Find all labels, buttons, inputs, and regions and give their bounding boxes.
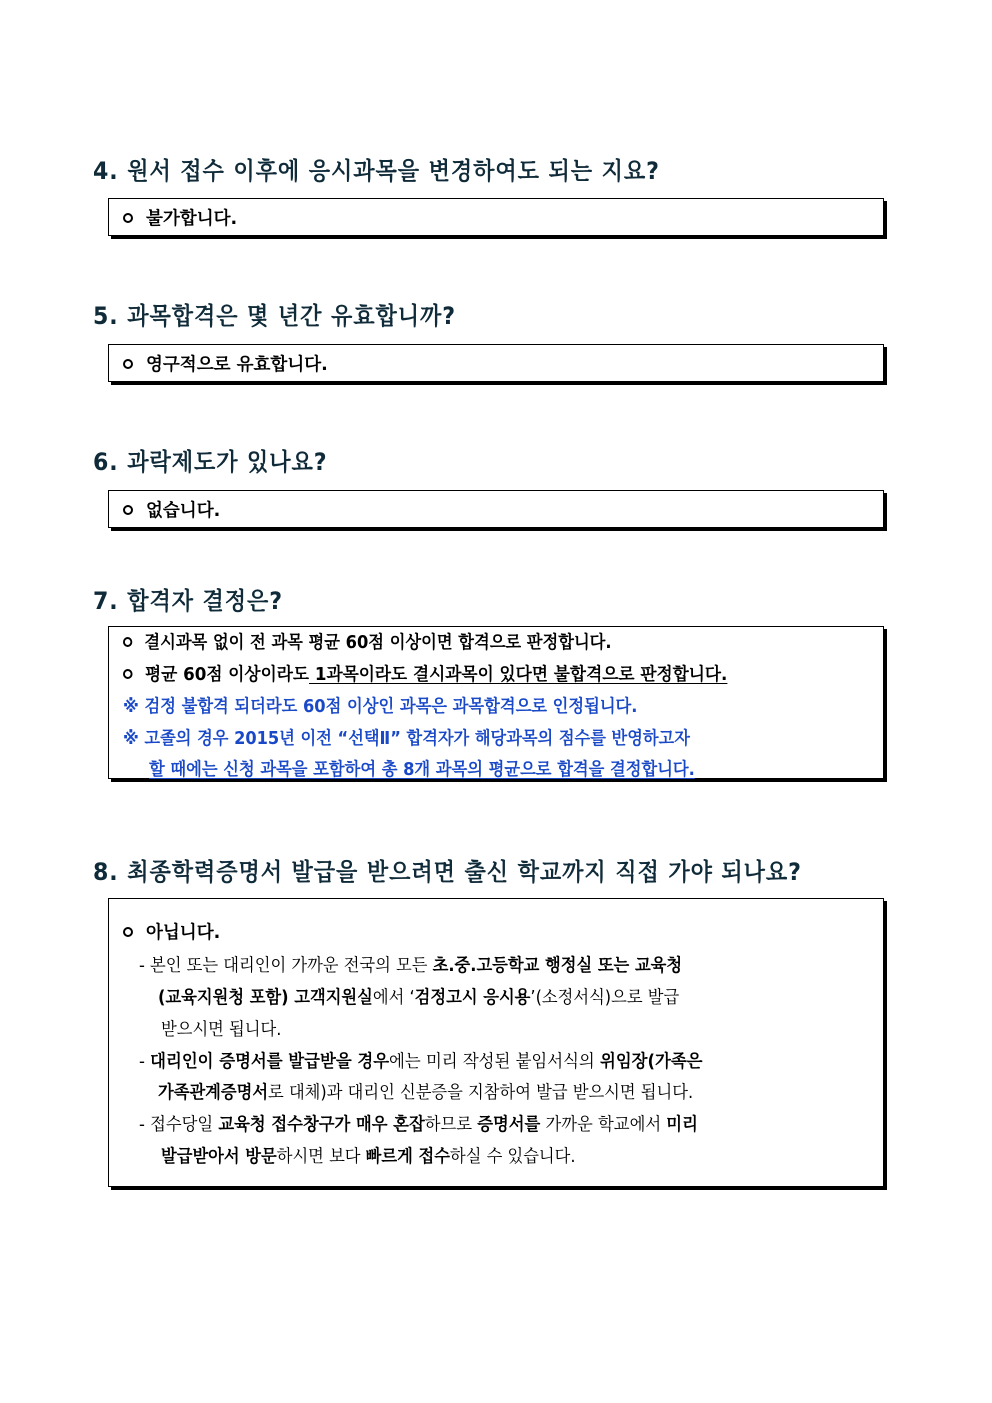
paragraph-1-line-1: - 본인 또는 대리인이 가까운 전국의 모든 초.중.고등학교 행정실 또는 교육청 <box>139 956 683 976</box>
answer-8-line: 아닙니다. <box>123 919 220 944</box>
paragraph-1-line-2: (교육지원청 포함) 고객지원실에서 ‘검정고시 응시용’(소정서식)으로 발급 <box>158 988 680 1008</box>
answer-7-line-1: 결시과목 없이 전 과목 평균 60점 이상이면 합격으로 판정합니다. <box>123 629 612 654</box>
bullet-icon <box>123 669 133 679</box>
question-8-title: 8. 최종학력증명서 발급을 받으려면 출신 학교까지 직접 가야 되나요? <box>93 858 802 886</box>
bullet-icon <box>123 213 133 223</box>
answer-6-line: 없습니다. <box>123 497 220 522</box>
question-7-title: 7. 합격자 결정은? <box>93 587 284 615</box>
bullet-icon <box>123 637 132 647</box>
answer-8-box <box>108 898 884 1187</box>
paragraph-1-line-3: 받으시면 됩니다. <box>161 1020 282 1040</box>
question-5-title: 5. 과목합격은 몇 년간 유효합니까? <box>93 302 456 330</box>
question-6-title: 6. 과락제도가 있나요? <box>93 448 328 476</box>
answer-4-box <box>108 198 884 236</box>
answer-7-note-1: ※ 검정 불합격 되더라도 60점 이상인 과목은 과목합격으로 인정됩니다. <box>123 697 638 717</box>
bullet-icon <box>123 927 133 937</box>
answer-4-line: 불가합니다. <box>123 205 237 230</box>
paragraph-3-line-2: 발급받아서 방문하시면 보다 빠르게 접수하실 수 있습니다. <box>161 1147 576 1167</box>
answer-5-line: 영구적으로 유효합니다. <box>123 351 328 376</box>
answer-7-line-2: 평균 60점 이상이라도 1과목이라도 결시과목이 있다면 불합격으로 판정합니다. <box>123 661 727 686</box>
paragraph-2-line-2: 가족관계증명서로 대체)과 대리인 신분증을 지참하여 발급 받으시면 됩니다. <box>158 1083 694 1103</box>
question-4-title: 4. 원서 접수 이후에 응시과목을 변경하여도 되는 지요? <box>93 157 660 185</box>
answer-7-note-2-cont: 할 때에는 신청 과목을 포함하여 총 8개 과목의 평균으로 합격을 결정합니다. <box>149 760 695 780</box>
answer-6-box <box>108 490 884 528</box>
paragraph-2-line-1: - 대리인이 증명서를 발급받을 경우에는 미리 작성된 붙임서식의 위임장(가족은 <box>139 1052 703 1072</box>
bullet-icon <box>123 505 133 515</box>
answer-5-box <box>108 344 884 382</box>
bullet-icon <box>123 359 133 369</box>
answer-7-box <box>108 626 884 779</box>
answer-7-note-2: ※ 고졸의 경우 2015년 이전 “선택Ⅱ” 합격자가 해당과목의 점수를 반영하고자 <box>123 729 690 749</box>
paragraph-3-line-1: - 접수당일 교육청 접수창구가 매우 혼잡하므로 증명서를 가까운 학교에서 미리 <box>139 1115 698 1135</box>
